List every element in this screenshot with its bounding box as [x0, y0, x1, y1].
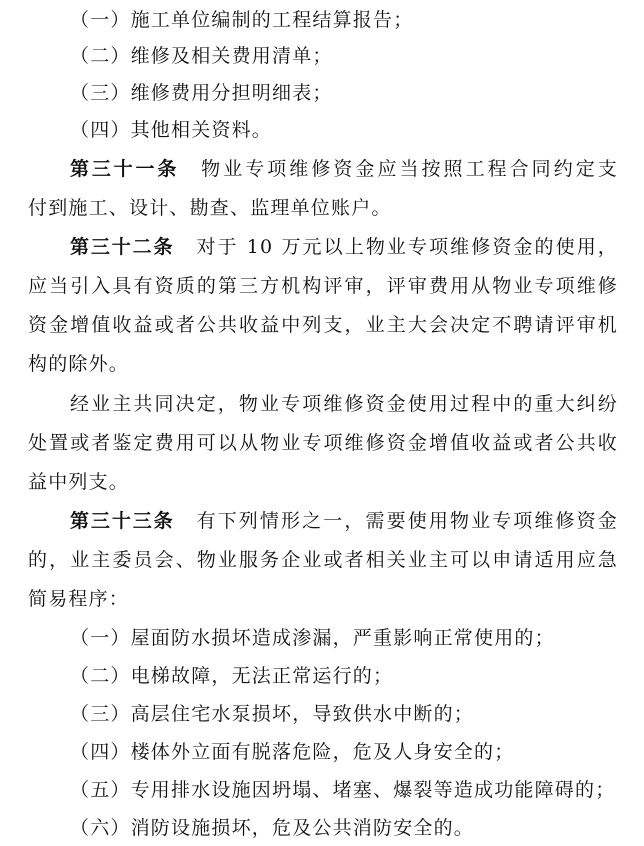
paragraph-line-2: 处置或者鉴定费用可以从物业专项维修资金增值收益或者公共收	[28, 432, 618, 454]
case-item-three: （三）高层住宅水泵损坏，导致供水中断的；	[70, 703, 475, 725]
paragraph-line-3: 益中列支。	[28, 471, 130, 493]
article-32-line-1	[70, 235, 618, 259]
article-32-line-2: 应当引入具有资质的第三方机构评审，评审费用从物业专项维修	[28, 275, 618, 297]
case-item-two: （二）电梯故障，无法正常运行的；	[70, 665, 394, 687]
article-33-heading: 第三十三条	[70, 510, 175, 532]
article-31-line-2: 付到施工、设计、勘查、监理单位账户。	[28, 197, 392, 219]
article-32-text: 对于 10 万元以上物业专项维修资金的使用，	[196, 236, 618, 258]
list-item-two: （二）维修及相关费用清单；	[70, 45, 333, 67]
article-33-line-1	[70, 509, 618, 533]
list-item-one: （一）施工单位编制的工程结算报告；	[70, 9, 414, 31]
case-item-five: （五）专用排水设施因坍塌、堵塞、爆裂等造成功能障碍的；	[70, 779, 616, 801]
article-33-text: 有下列情形之一，需要使用物业专项维修资金	[196, 510, 618, 532]
article-31-line-1	[70, 157, 618, 181]
case-item-six: （六）消防设施损坏，危及公共消防安全的。	[70, 817, 475, 839]
article-33-line-2: 的，业主委员会、物业服务企业或者相关业主可以申请适用应急	[28, 549, 618, 571]
paragraph-line-1: 经业主共同决定，物业专项维修资金使用过程中的重大纠纷	[70, 393, 618, 415]
list-item-four: （四）其他相关资料。	[70, 119, 273, 141]
article-31-heading: 第三十一条	[70, 158, 180, 180]
case-item-four: （四）楼体外立面有脱落危险，危及人身安全的；	[70, 741, 515, 763]
article-31-text: 物业专项维修资金应当按照工程合同约定支	[201, 158, 618, 180]
article-32-line-3: 资金增值收益或者公共收益中列支，业主大会决定不聘请评审机	[28, 314, 618, 336]
case-item-one: （一）屋面防水损坏造成渗漏，严重影响正常使用的；	[70, 627, 555, 649]
list-item-three: （三）维修费用分担明细表；	[70, 82, 333, 104]
article-33-line-3: 简易程序：	[28, 588, 130, 610]
article-32-heading: 第三十二条	[70, 236, 175, 258]
article-32-line-4: 构的除外。	[28, 353, 130, 375]
